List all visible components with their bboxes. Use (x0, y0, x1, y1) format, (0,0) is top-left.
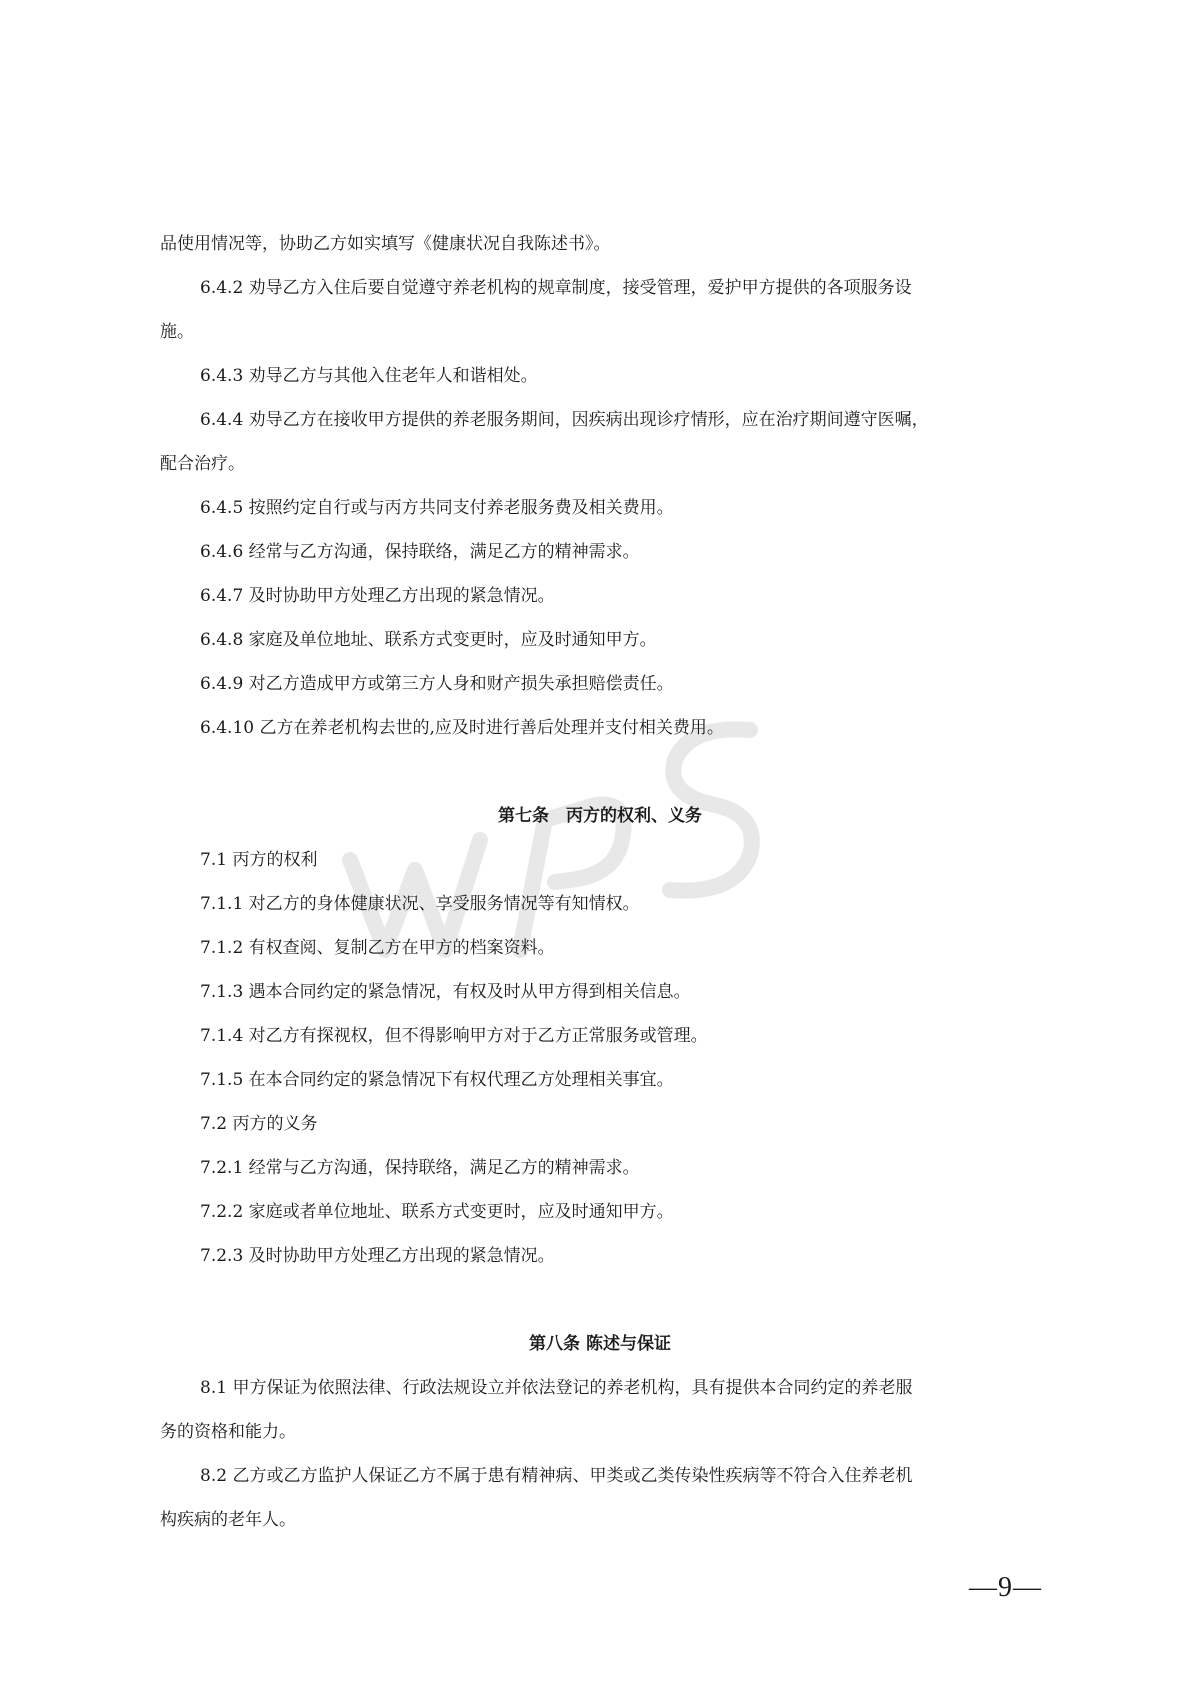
clause-6-4-10: 6.4.10 乙方在养老机构去世的,应及时进行善后处理并支付相关费用。 (200, 718, 724, 738)
clause-6-4-3: 6.4.3 劝导乙方与其他入住老年人和谐相处。 (200, 366, 538, 386)
paragraph-line: 构疾病的老年人。 (160, 1510, 296, 1530)
section-spacer (160, 750, 1040, 794)
clause-7-1-3: 7.1.3 遇本合同约定的紧急情况，有权及时从甲方得到相关信息。 (200, 982, 691, 1002)
clause-7-2: 7.2 丙方的义务 (200, 1114, 318, 1134)
article-8-heading: 第八条 陈述与保证 (529, 1334, 671, 1354)
clause-7-1-5: 7.1.5 在本合同约定的紧急情况下有权代理乙方处理相关事宜。 (200, 1070, 674, 1090)
paragraph-line: 务的资格和能力。 (160, 1422, 296, 1442)
clause-7-1-1: 7.1.1 对乙方的身体健康状况、享受服务情况等有知情权。 (200, 894, 640, 914)
article-7-heading: 第七条 丙方的权利、义务 (498, 806, 702, 826)
clause-6-4-2: 6.4.2 劝导乙方入住后要自觉遵守养老机构的规章制度，接受管理，爱护甲方提供的各项服务设 (200, 278, 912, 298)
clause-6-4-6: 6.4.6 经常与乙方沟通，保持联络，满足乙方的精神需求。 (200, 542, 640, 562)
clause-7-1: 7.1 丙方的权利 (200, 850, 318, 870)
clause-6-4-5: 6.4.5 按照约定自行或与丙方共同支付养老服务费及相关费用。 (200, 498, 674, 518)
document-body (160, 222, 1040, 1542)
paragraph-line: 配合治疗。 (160, 454, 245, 474)
paragraph-line: 施。 (160, 322, 194, 342)
clause-6-4-9: 6.4.9 对乙方造成甲方或第三方人身和财产损失承担赔偿责任。 (200, 674, 674, 694)
clause-7-2-3: 7.2.3 及时协助甲方处理乙方出现的紧急情况。 (200, 1246, 555, 1266)
clause-6-4-8: 6.4.8 家庭及单位地址、联系方式变更时，应及时通知甲方。 (200, 630, 657, 650)
clause-7-1-2: 7.1.2 有权查阅、复制乙方在甲方的档案资料。 (200, 938, 555, 958)
clause-6-4-7: 6.4.7 及时协助甲方处理乙方出现的紧急情况。 (200, 586, 555, 606)
clause-7-1-4: 7.1.4 对乙方有探视权，但不得影响甲方对于乙方正常服务或管理。 (200, 1026, 708, 1046)
clause-8-1: 8.1 甲方保证为依照法律、行政法规设立并依法登记的养老机构，具有提供本合同约定的养老服 (200, 1378, 913, 1398)
clause-7-2-2: 7.2.2 家庭或者单位地址、联系方式变更时，应及时通知甲方。 (200, 1202, 674, 1222)
page-number: —9— (969, 1572, 1042, 1603)
paragraph-line: 品使用情况等，协助乙方如实填写《健康状况自我陈述书》。 (160, 234, 611, 254)
clause-6-4-4: 6.4.4 劝导乙方在接收甲方提供的养老服务期间，因疾病出现诊疗情形，应在治疗期间遵守医嘱， (200, 410, 929, 430)
section-spacer (160, 1278, 1040, 1322)
clause-8-2: 8.2 乙方或乙方监护人保证乙方不属于患有精神病、甲类或乙类传染性疾病等不符合入住养老机 (200, 1466, 913, 1486)
clause-7-2-1: 7.2.1 经常与乙方沟通，保持联络，满足乙方的精神需求。 (200, 1158, 640, 1178)
